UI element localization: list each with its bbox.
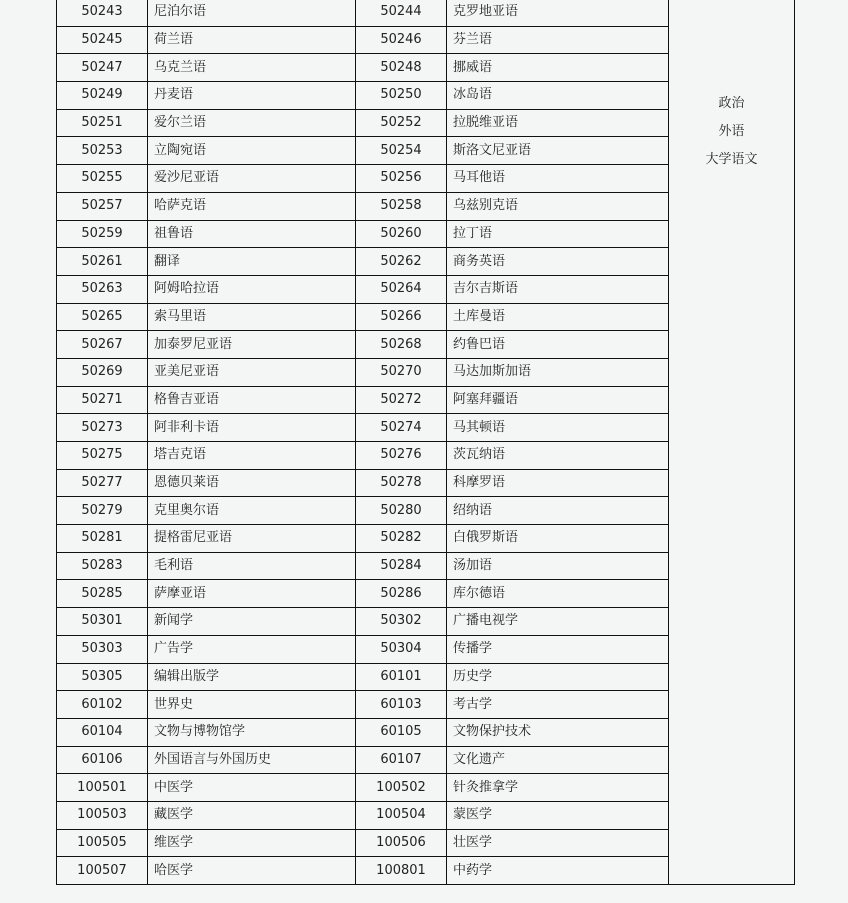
major-name-cell: 中药学 bbox=[447, 857, 669, 885]
major-code-cell: 50284 bbox=[356, 552, 447, 580]
major-name-cell: 挪威语 bbox=[447, 54, 669, 82]
major-code-cell: 60106 bbox=[57, 746, 148, 774]
major-code-cell: 50261 bbox=[57, 248, 148, 276]
major-code-cell: 100503 bbox=[57, 801, 148, 829]
major-name-cell: 萨摩亚语 bbox=[148, 580, 356, 608]
major-name-cell: 外国语言与外国历史 bbox=[148, 746, 356, 774]
major-name-cell: 芬兰语 bbox=[447, 26, 669, 54]
major-name-cell: 编辑出版学 bbox=[148, 663, 356, 691]
major-code-cell: 100506 bbox=[356, 829, 447, 857]
major-name-cell: 斯洛文尼亚语 bbox=[447, 137, 669, 165]
major-name-cell: 文物与博物馆学 bbox=[148, 718, 356, 746]
exam-subject: 政治 bbox=[718, 96, 745, 111]
major-code-cell: 50272 bbox=[356, 386, 447, 414]
major-name-cell: 爱沙尼亚语 bbox=[148, 165, 356, 193]
major-code-cell: 50285 bbox=[57, 580, 148, 608]
major-code-cell: 50281 bbox=[57, 525, 148, 553]
major-name-cell: 立陶宛语 bbox=[148, 137, 356, 165]
major-name-cell: 土库曼语 bbox=[447, 303, 669, 331]
major-code-cell: 50286 bbox=[356, 580, 447, 608]
major-code-cell: 60102 bbox=[57, 691, 148, 719]
majors-table bbox=[56, 0, 795, 885]
major-name-cell: 克里奥尔语 bbox=[148, 497, 356, 525]
major-code-cell: 50246 bbox=[356, 26, 447, 54]
major-name-cell: 克罗地亚语 bbox=[447, 0, 669, 26]
major-code-cell: 50303 bbox=[57, 635, 148, 663]
major-code-cell: 50270 bbox=[356, 358, 447, 386]
major-name-cell: 乌兹别克语 bbox=[447, 192, 669, 220]
major-name-cell: 阿姆哈拉语 bbox=[148, 275, 356, 303]
major-code-cell: 50266 bbox=[356, 303, 447, 331]
major-code-cell: 50275 bbox=[57, 442, 148, 470]
major-code-cell: 50265 bbox=[57, 303, 148, 331]
major-code-cell: 50269 bbox=[57, 358, 148, 386]
major-name-cell: 壮医学 bbox=[447, 829, 669, 857]
major-code-cell: 50277 bbox=[57, 469, 148, 497]
major-code-cell: 60101 bbox=[356, 663, 447, 691]
major-code-cell: 50280 bbox=[356, 497, 447, 525]
major-name-cell: 阿非利卡语 bbox=[148, 414, 356, 442]
major-code-cell: 50264 bbox=[356, 275, 447, 303]
major-code-cell: 50276 bbox=[356, 442, 447, 470]
major-name-cell: 藏医学 bbox=[148, 801, 356, 829]
major-name-cell: 中医学 bbox=[148, 774, 356, 802]
major-name-cell: 商务英语 bbox=[447, 248, 669, 276]
major-code-cell: 50253 bbox=[57, 137, 148, 165]
major-name-cell: 提格雷尼亚语 bbox=[148, 525, 356, 553]
major-name-cell: 尼泊尔语 bbox=[148, 0, 356, 26]
major-code-cell: 50258 bbox=[356, 192, 447, 220]
major-name-cell: 丹麦语 bbox=[148, 82, 356, 110]
major-name-cell: 马耳他语 bbox=[447, 165, 669, 193]
major-name-cell: 广播电视学 bbox=[447, 608, 669, 636]
major-code-cell: 50305 bbox=[57, 663, 148, 691]
major-name-cell: 毛利语 bbox=[148, 552, 356, 580]
major-code-cell: 50244 bbox=[356, 0, 447, 26]
major-name-cell: 白俄罗斯语 bbox=[447, 525, 669, 553]
major-name-cell: 马其顿语 bbox=[447, 414, 669, 442]
major-name-cell: 翻译 bbox=[148, 248, 356, 276]
major-name-cell: 维医学 bbox=[148, 829, 356, 857]
major-code-cell: 60107 bbox=[356, 746, 447, 774]
major-code-cell: 60104 bbox=[57, 718, 148, 746]
major-code-cell: 50262 bbox=[356, 248, 447, 276]
major-name-cell: 汤加语 bbox=[447, 552, 669, 580]
major-name-cell: 新闻学 bbox=[148, 608, 356, 636]
major-name-cell: 约鲁巴语 bbox=[447, 331, 669, 359]
major-code-cell: 50254 bbox=[356, 137, 447, 165]
major-name-cell: 文化遗产 bbox=[447, 746, 669, 774]
major-name-cell: 塔吉克语 bbox=[148, 442, 356, 470]
major-name-cell: 亚美尼亚语 bbox=[148, 358, 356, 386]
major-name-cell: 阿塞拜疆语 bbox=[447, 386, 669, 414]
exam-subject: 外语 bbox=[718, 123, 745, 139]
exam-subjects-cell bbox=[669, 0, 795, 885]
major-code-cell: 100505 bbox=[57, 829, 148, 857]
major-code-cell: 50260 bbox=[356, 220, 447, 248]
major-name-cell: 拉脱维亚语 bbox=[447, 109, 669, 137]
major-code-cell: 50248 bbox=[356, 54, 447, 82]
major-name-cell: 库尔德语 bbox=[447, 580, 669, 608]
major-code-cell: 50302 bbox=[356, 608, 447, 636]
major-name-cell: 哈医学 bbox=[148, 857, 356, 885]
major-name-cell: 传播学 bbox=[447, 635, 669, 663]
major-code-cell: 50256 bbox=[356, 165, 447, 193]
exam-subject: 大学语文 bbox=[705, 151, 758, 167]
major-code-cell: 50263 bbox=[57, 275, 148, 303]
major-code-cell: 50252 bbox=[356, 109, 447, 137]
major-code-cell: 100801 bbox=[356, 857, 447, 885]
major-code-cell: 50283 bbox=[57, 552, 148, 580]
majors-table-body bbox=[57, 0, 795, 885]
major-code-cell: 50268 bbox=[356, 331, 447, 359]
major-code-cell: 50249 bbox=[57, 82, 148, 110]
major-code-cell: 50257 bbox=[57, 192, 148, 220]
major-code-cell: 50251 bbox=[57, 109, 148, 137]
major-code-cell: 50267 bbox=[57, 331, 148, 359]
major-code-cell: 50279 bbox=[57, 497, 148, 525]
major-code-cell: 100502 bbox=[356, 774, 447, 802]
major-code-cell: 50243 bbox=[57, 0, 148, 26]
major-name-cell: 格鲁吉亚语 bbox=[148, 386, 356, 414]
major-name-cell: 考古学 bbox=[447, 691, 669, 719]
major-name-cell: 吉尔吉斯语 bbox=[447, 275, 669, 303]
major-name-cell: 广告学 bbox=[148, 635, 356, 663]
major-name-cell: 荷兰语 bbox=[148, 26, 356, 54]
major-name-cell: 茨瓦纳语 bbox=[447, 442, 669, 470]
major-name-cell: 针灸推拿学 bbox=[447, 774, 669, 802]
major-name-cell: 蒙医学 bbox=[447, 801, 669, 829]
major-name-cell: 世界史 bbox=[148, 691, 356, 719]
major-code-cell: 50278 bbox=[356, 469, 447, 497]
major-code-cell: 50250 bbox=[356, 82, 447, 110]
major-code-cell: 100504 bbox=[356, 801, 447, 829]
majors-table-container bbox=[56, 0, 795, 885]
major-name-cell: 乌克兰语 bbox=[148, 54, 356, 82]
major-code-cell: 60105 bbox=[356, 718, 447, 746]
major-name-cell: 文物保护技术 bbox=[447, 718, 669, 746]
major-code-cell: 60103 bbox=[356, 691, 447, 719]
major-code-cell: 50271 bbox=[57, 386, 148, 414]
major-code-cell: 50247 bbox=[57, 54, 148, 82]
major-name-cell: 哈萨克语 bbox=[148, 192, 356, 220]
major-code-cell: 50255 bbox=[57, 165, 148, 193]
major-code-cell: 50274 bbox=[356, 414, 447, 442]
major-name-cell: 加泰罗尼亚语 bbox=[148, 331, 356, 359]
major-name-cell: 恩德贝莱语 bbox=[148, 469, 356, 497]
major-code-cell: 50245 bbox=[57, 26, 148, 54]
major-name-cell: 科摩罗语 bbox=[447, 469, 669, 497]
major-name-cell: 索马里语 bbox=[148, 303, 356, 331]
major-code-cell: 100501 bbox=[57, 774, 148, 802]
major-name-cell: 拉丁语 bbox=[447, 220, 669, 248]
major-name-cell: 绍纳语 bbox=[447, 497, 669, 525]
table-row bbox=[57, 0, 795, 26]
major-code-cell: 50259 bbox=[57, 220, 148, 248]
major-name-cell: 爱尔兰语 bbox=[148, 109, 356, 137]
major-name-cell: 马达加斯加语 bbox=[447, 358, 669, 386]
major-name-cell: 祖鲁语 bbox=[148, 220, 356, 248]
major-code-cell: 50304 bbox=[356, 635, 447, 663]
major-code-cell: 100507 bbox=[57, 857, 148, 885]
major-name-cell: 历史学 bbox=[447, 663, 669, 691]
major-name-cell: 冰岛语 bbox=[447, 82, 669, 110]
major-code-cell: 50273 bbox=[57, 414, 148, 442]
major-code-cell: 50282 bbox=[356, 525, 447, 553]
major-code-cell: 50301 bbox=[57, 608, 148, 636]
